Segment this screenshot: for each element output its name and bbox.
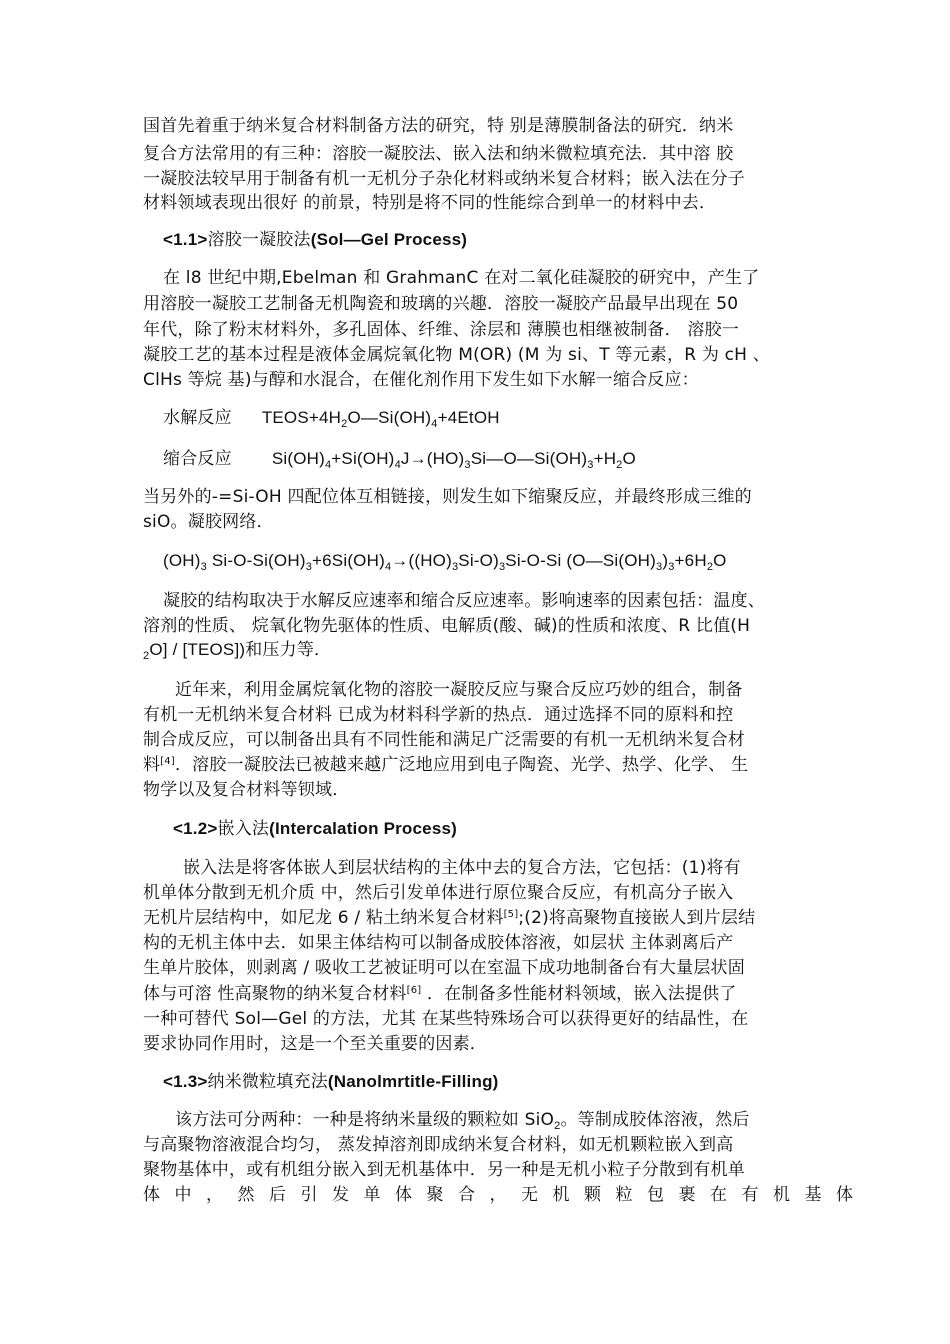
text-line: 近年来，利用金属烷氧化物的溶胶一凝胶反应与聚合反应巧妙的组合，制备 — [175, 680, 743, 700]
text-line: 有机一无机纳米复合材料 已成为材料科学新的热点．通过选择不同的原料和控 — [143, 705, 734, 725]
equation-subscript: 4 — [384, 561, 392, 573]
section-heading-1-1 — [163, 228, 467, 252]
text-line — [143, 753, 748, 777]
text-line: 国首先着重于纳米复合材料制备方法的研究，特 别是薄膜制备法的研究．纳米 — [143, 116, 734, 136]
text-line: 物学以及复合材料等钡域． — [143, 780, 350, 800]
equation-part: J→(HO) — [400, 449, 465, 468]
equation-subscript: 3 — [498, 561, 506, 573]
equation-part: →((HO) — [391, 551, 452, 570]
text-line: 机单体分散到无机介质 中，然后引发单体进行原位聚合反应，有机高分子嵌入 — [143, 883, 734, 903]
text-line: 溶剂的性质、 烷氧化物先驱体的性质、电解质(酸、碱)的性质和浓度、R 比值(H — [143, 616, 751, 636]
equation-label: 缩合反应 — [163, 449, 232, 469]
equation-part: +4EtOH — [437, 408, 500, 427]
equation-subscript: 3 — [305, 561, 313, 573]
equation-part: TEOS+4H — [261, 408, 342, 427]
text-line: 凝胶的结构取决于水解反应速率和缩合反应速率。影响速率的因素包括：温度、 — [163, 591, 765, 611]
equation-part: (OH) — [163, 551, 201, 570]
text-line: 当另外的-=Si-OH 四配位体互相链接，则发生如下缩聚反应，并最终形成三维的 — [143, 487, 752, 507]
heading-en: (Sol—Gel Process) — [310, 230, 468, 249]
text-line: 制合成反应，可以制备出具有不同性能和满足广泛需要的有机一无机纳米复合材 — [143, 730, 745, 750]
equation-subscript: 2 — [706, 561, 714, 573]
text-line: 生单片胶体，则剥离 / 吸收工艺被证明可以在室温下成功地制备台有大量层状固 — [143, 958, 745, 978]
section-heading-1-3 — [163, 1070, 499, 1094]
equation-label: 水解反应 — [163, 408, 232, 428]
text-part: 体与可溶 性高聚物的纳米复合材料 — [143, 984, 407, 1004]
equation-part: O — [622, 449, 636, 468]
text-part: ;(2)将高聚物直接嵌人到片层结 — [518, 908, 756, 928]
text-part: 无机片层结构中，如尼龙 6 / 粘土纳米复合材料 — [143, 908, 504, 928]
equation-subscript: 3 — [200, 561, 207, 573]
text-line: 复合方法常用的有三种：溶胶一凝胶法、嵌入法和纳米微粒填充法．其中溶 胶 — [143, 144, 734, 164]
equation-subscript: 3 — [451, 561, 459, 573]
equation-part: Si-O-Si (O—Si(OH) — [505, 551, 657, 570]
text-line: 在 l8 世纪中期,Ebelman 和 GrahmanC 在对二氧化硅凝胶的研究中，产生了 — [163, 268, 760, 288]
equation-subscript: 2 — [616, 459, 623, 471]
text-line: 构的无机主体中去．如果主体结构可以制备成胶体溶液，如层状 主体剥离后产 — [143, 933, 734, 953]
heading-en: (Nanolmrtitle-Filling) — [327, 1072, 499, 1091]
text-line: 与高聚物溶液混合均匀， 蒸发掉溶剂即成纳米复合材料，如无机颗粒嵌入到高 — [143, 1135, 734, 1155]
text-part: ．溶胶一凝胶法已被越来越广泛地应用到电子陶瓷、光学、热学、化学、 生 — [174, 755, 749, 775]
equation-subscript: 3 — [587, 459, 594, 471]
equation-subscript: 3 — [656, 561, 663, 573]
equation-polycondensation — [163, 549, 727, 573]
citation-ref: [5] — [503, 909, 519, 920]
text-part: 。等制成胶体溶液，然后 — [560, 1110, 750, 1130]
equation-part: O — [713, 551, 727, 570]
citation-ref: [4] — [160, 756, 175, 767]
equation-part: Si(OH) — [271, 449, 325, 468]
text-part: 该方法可分两种：一种是将纳米量级的颗粒如 SiO — [175, 1110, 555, 1130]
text-subscript: 2 — [554, 1120, 561, 1132]
equation-part: ) — [662, 551, 669, 570]
heading-en: (Intercalation Process) — [269, 819, 457, 838]
text-line: 年代，除了粉末材料外，多孔固体、纤维、涂层和 薄膜也相继被制备． 溶胶一 — [143, 320, 740, 340]
equation-part: +H — [593, 449, 617, 468]
text-line: 体中，然后引发单体聚合，无机颗粒包裹在有机基体 — [143, 1185, 868, 1205]
text-part: ．在制备多性能材料领域，嵌入法提供了 — [421, 984, 737, 1004]
heading-cn: 嵌入法 — [217, 819, 270, 839]
equation-subscript: 4 — [394, 459, 401, 471]
text-line: siO。凝胶网络． — [143, 512, 274, 532]
equation-condensation — [163, 447, 636, 471]
text-line: ClHs 等烷 基)与醇和水混合，在催化剂作用下发生如下水解一缩合反应： — [143, 370, 699, 390]
section-heading-1-2 — [173, 817, 457, 841]
text-line — [143, 982, 737, 1006]
equation-subscript: 3 — [464, 459, 471, 471]
heading-prefix: <1.2> — [173, 819, 218, 838]
equation-subscript: 4 — [431, 418, 438, 430]
equation-part: +Si(OH) — [331, 449, 395, 468]
equation-subscript: 3 — [668, 561, 675, 573]
citation-ref: [6] — [406, 985, 422, 996]
text-line: 嵌入法是将客体嵌人到层状结构的主体中去的复合方法，它包括：(1)将有 — [183, 858, 741, 878]
equation-part: Si-O) — [458, 551, 499, 570]
heading-cn: 纳米微粒填充法 — [207, 1072, 328, 1092]
text-line — [175, 1108, 750, 1132]
equation-hydrolysis — [163, 406, 500, 430]
text-part: O] / [TEOS])和压力等． — [149, 640, 332, 659]
heading-prefix: <1.3> — [163, 1072, 208, 1091]
text-line: 凝胶工艺的基本过程是液体金属烷氧化物 M(OR) (M 为 si、T 等元素，R 为 cH 、 — [143, 345, 770, 365]
equation-subscript: 4 — [324, 459, 332, 471]
heading-cn: 溶胶一凝胶法 — [207, 230, 311, 250]
text-subscript: 2 — [143, 650, 150, 662]
equation-part: Si-O-Si(OH) — [206, 551, 306, 570]
text-part: 料 — [143, 755, 161, 775]
equation-part: O—Si(OH) — [347, 408, 432, 427]
text-line: 要求协同作用时，这是一个至关重要的因素． — [143, 1034, 487, 1054]
text-line: 一种可替代 Sol—Gel 的方法，尤其 在某些特殊场合可以获得更好的结晶性，在 — [143, 1009, 749, 1029]
text-line: 材料领域表现出很好 的前景，特别是将不同的性能综合到单一的材料中去． — [143, 193, 717, 213]
text-line: 聚物基体中，或有机组分嵌入到无机基体中．另一种是无机小粒子分散到有机单 — [143, 1160, 745, 1180]
equation-part: Si—O—Si(OH) — [470, 449, 588, 468]
equation-subscript: 2 — [341, 418, 348, 430]
equation-part: +6Si(OH) — [312, 551, 385, 570]
text-line: 用溶胶一凝胶工艺制备无机陶瓷和玻璃的兴趣．溶胶一凝胶产品最早出现在 50 — [143, 294, 739, 314]
text-line — [143, 906, 755, 930]
text-line — [143, 638, 331, 662]
text-line: 一凝胶法较早用于制备有机一无机分子杂化材料或纳米复合材料；嵌入法在分子 — [143, 169, 745, 189]
heading-prefix: <1.1> — [163, 230, 208, 249]
equation-part: +6H — [674, 551, 707, 570]
